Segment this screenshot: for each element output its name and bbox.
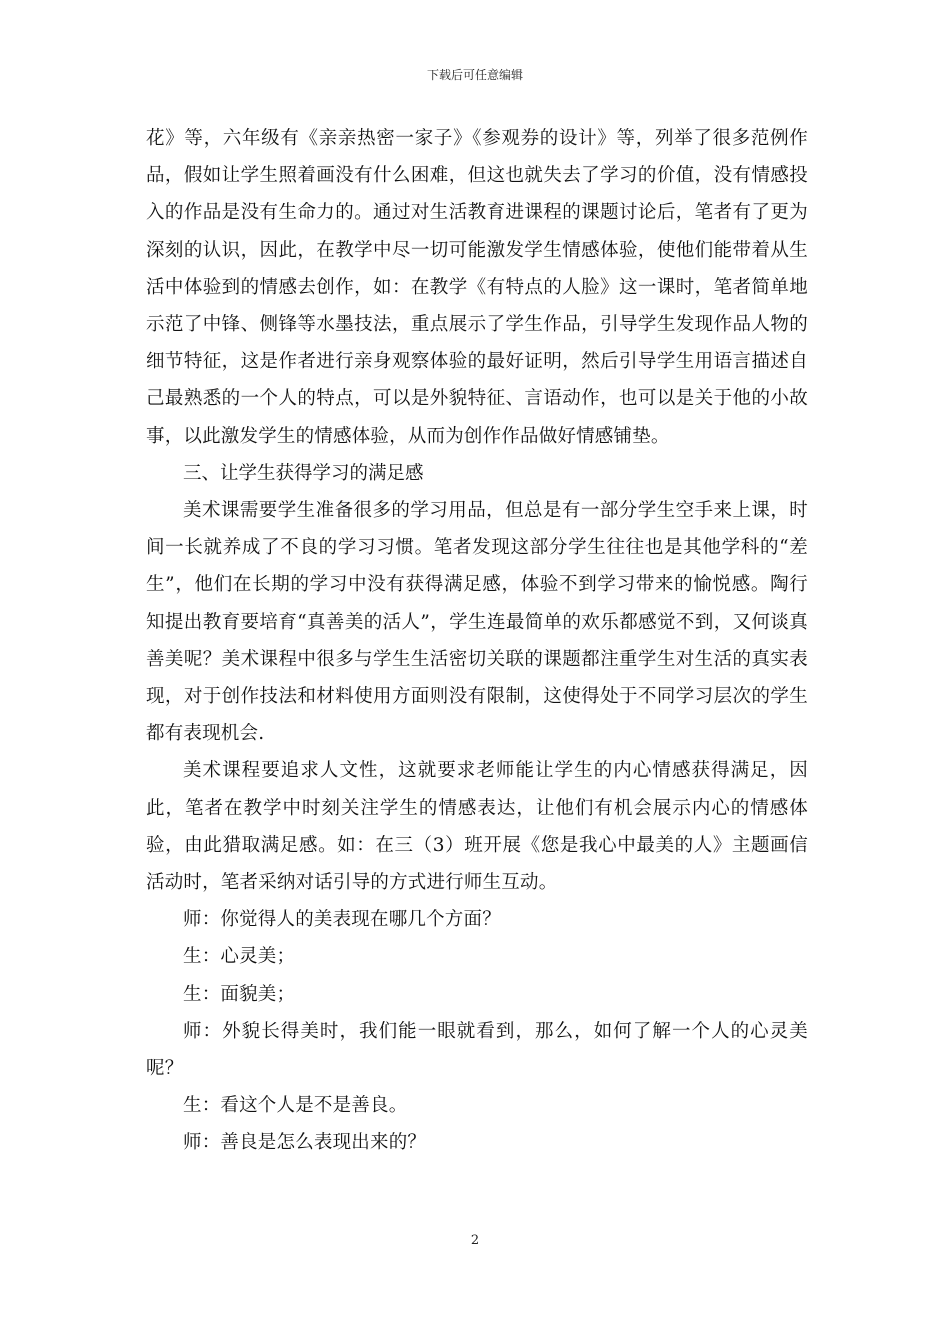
- section-heading: 三、让学生获得学习的满足感: [183, 462, 424, 484]
- paragraph-continued: 花》等，六年级有《亲亲热密一家子》《参观券的设计》等，列举了很多范例作品，假如让学生照着画没有什么困难，但这也就失去了学习的价值，没有情感投入的作品是没有生命力的。通过对生活教育进课程的课题讨论后，笔者有了更为深刻的认识，因此，在教学中尽一切可能激发学生情感体验，使他们能带着从生活中体验到的情感去创作，如：在教学《有特点的人脸》这一课时，笔者简单地示范了中锋、侧锋等水墨技法，重点展示了学生作品，引导学生发现作品人物的细节特征，这是作者进行亲身观察体验的最好证明，然后引导学生用语言描述自己最熟悉的一个人的特点，可以是外貌特征、言语动作，也可以是关于他的小故事，以此激发学生的情感体验，从而为创作作品做好情感铺垫。: [146, 128, 808, 447]
- paragraph: 美术课需要学生准备很多的学习用品，但总是有一部分学生空手来上课，时间一长就养成了不良的学习习惯。笔者发现这部分学生往往也是其他学科的“差生”，他们在长期的学习中没有获得满足感，体验不到学习带来的愉悦感。陶行知提出教育要培育“真善美的活人”，学生连最简单的欢乐都感觉不到，又何谈真善美呢？美术课程中很多与学生生活密切关联的课题都注重学生对生活的真实表现，对于创作技法和材料使用方面则没有限制，这使得处于不同学习层次的学生都有表现机会.: [146, 500, 808, 745]
- document-body: [146, 120, 808, 1162]
- page-header: 下载后可任意编辑: [426, 68, 523, 82]
- dialogue-line: 生：心灵美；: [183, 946, 296, 968]
- dialogue-line: 生：看这个人是不是善良。: [183, 1095, 408, 1117]
- dialogue-line: 师：你觉得人的美表现在哪几个方面？: [183, 909, 501, 931]
- dialogue-line: 师：外貌长得美时，我们能一眼就看到，那么，如何了解一个人的心灵美呢？: [146, 1020, 808, 1080]
- page-number: 2: [470, 1233, 480, 1248]
- dialogue-line: 师：善良是怎么表现出来的？: [183, 1132, 427, 1154]
- paragraph: 美术课程要追求人文性，这就要求老师能让学生的内心情感获得满足，因此，笔者在教学中时刻关注学生的情感表达，让他们有机会展示内心的情感体验，由此猎取满足感。如：在三（3）班开展《您是我心中最美的人》主题画信活动时，笔者采纳对话引导的方式进行师生互动。: [146, 760, 808, 894]
- dialogue-line: 生：面貌美；: [183, 983, 296, 1005]
